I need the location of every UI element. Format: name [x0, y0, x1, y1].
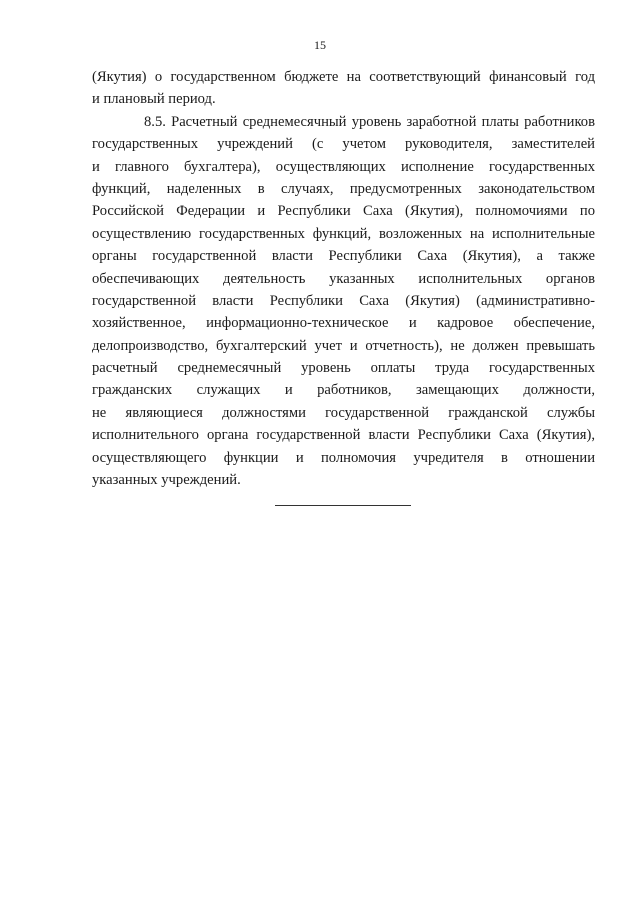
text-line: не являющиеся должностями государственной гражданской службы: [92, 404, 595, 421]
page-number: 15: [314, 38, 326, 52]
text-line: 8.5. Расчетный среднемесячный уровень заработной платы работников: [144, 113, 595, 130]
text-line: функций, наделенных в случаях, предусмотренных законодательством: [92, 180, 595, 197]
text-line: указанных учреждений.: [92, 472, 241, 489]
text-line: осуществляющего функции и полномочия учредителя в отношении: [92, 449, 595, 466]
body-text: [92, 66, 595, 491]
text-line: исполнительного органа государственной власти Республики Саха (Якутия),: [92, 427, 595, 444]
text-line: гражданских служащих и работников, замещающих должности,: [92, 382, 595, 399]
separator-line: [275, 505, 411, 506]
text-line: (Якутия) о государственном бюджете на соответствующий финансовый год: [92, 69, 595, 85]
text-line: органы государственной власти Республики Саха (Якутия), а также: [92, 248, 595, 265]
text-line: Российской Федерации и Республики Саха (Якутия), полномочиями по: [92, 203, 595, 220]
text-line: и главного бухгалтера), осуществляющих исполнение государственных: [92, 158, 595, 175]
text-line: хозяйственное, информационно-техническое и кадровое обеспечение,: [92, 315, 595, 332]
text-line: делопроизводство, бухгалтерский учет и отчетность), не должен превышать: [92, 337, 595, 354]
text-line: осуществлению государственных функций, возложенных на исполнительные: [92, 225, 595, 242]
text-line: обеспечивающих деятельность указанных исполнительных органов: [92, 270, 595, 287]
text-line: государственной власти Республики Саха (Якутия) (административно-: [92, 292, 595, 309]
text-line: и плановый период.: [92, 91, 216, 108]
text-line: расчетный среднемесячный уровень оплаты труда государственных: [92, 360, 595, 377]
text-line: государственных учреждений (с учетом руководителя, заместителей: [92, 136, 595, 153]
